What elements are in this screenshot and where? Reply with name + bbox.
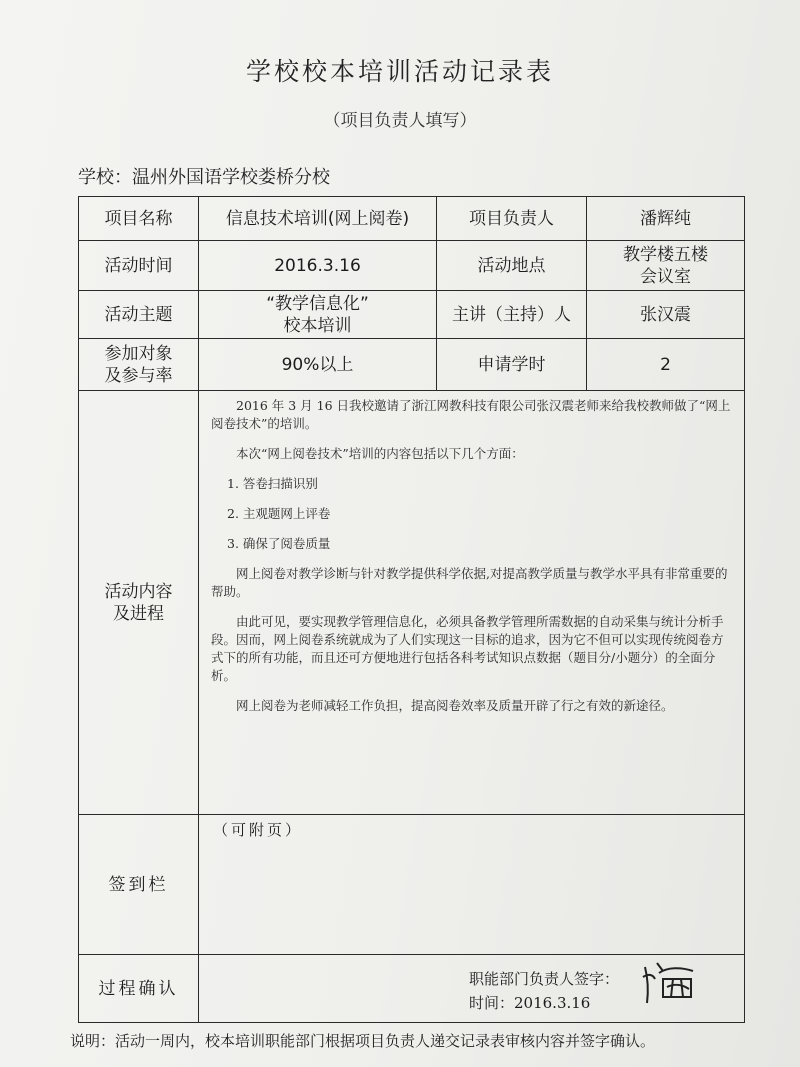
table-row [79, 815, 745, 955]
content-paragraph: 由此可见，要实现教学管理信息化，必须具备教学管理所需数据的自动采集与统计分析手段。因而，网上阅卷系统就成为了人们实现这一目标的追求，因为它不但可以实现传统阅卷方式下的所有功能，而且还可方便地进行包括各科考试知识点数据（题目分/小题分）的全面分析。 [211, 614, 724, 683]
content-label-line-2: 及进程 [113, 603, 164, 624]
table-row [79, 197, 745, 241]
list-item: 2. 主观题网上评卷 [227, 506, 331, 521]
document-title: 学校校本培训活动记录表 [245, 57, 554, 86]
content-paragraph: 本次“网上阅卷技术”培训的内容包括以下几个方面： [236, 446, 524, 461]
table-row [79, 391, 745, 815]
list-item: 1. 答卷扫描识别 [227, 476, 318, 491]
location-line-2: 会议室 [640, 266, 691, 287]
theme-value [199, 291, 437, 339]
signin-note: （可附页） [213, 821, 304, 839]
handwritten-signature [637, 953, 707, 1013]
confirm-label: 过程确认 [79, 955, 199, 1023]
table-row [79, 955, 745, 1023]
table-row [79, 339, 745, 391]
content-label [79, 391, 199, 815]
content-body [199, 391, 745, 815]
confirm-area [199, 955, 745, 1023]
content-paragraph: 网上阅卷为老师减轻工作负担，提高阅卷效率及质量开辟了行之有效的新途径。 [236, 698, 674, 713]
location-line-1: 教学楼五楼 [623, 244, 708, 265]
list-item: 3. 确保了阅卷质量 [227, 536, 331, 551]
leader-label: 项目负责人 [437, 197, 587, 241]
participants-value: 90%以上 [199, 339, 437, 391]
location-label: 活动地点 [437, 241, 587, 291]
signin-area[interactable] [199, 815, 745, 955]
content-paragraph: 网上阅卷对教学诊断与针对教学提供科学依据,对提高教学质量与教学水平具有非常重要的帮助。 [211, 566, 728, 599]
time-label: 活动时间 [79, 241, 199, 291]
participants-label [79, 339, 199, 391]
location-value [587, 241, 745, 291]
theme-label: 活动主题 [79, 291, 199, 339]
project-name-value: 信息技术培训(网上阅卷) [199, 197, 437, 241]
content-label-line-1: 活动内容 [104, 581, 173, 602]
hours-value: 2 [587, 339, 745, 391]
confirm-sign-block [469, 967, 619, 1015]
school-line: 学校：温州外国语学校娄桥分校 [78, 167, 330, 188]
sign-time: 时间：2016.3.16 [469, 994, 591, 1012]
table-row [79, 241, 745, 291]
content-paragraph: 2016 年 3 月 16 日我校邀请了浙江网教科技有限公司张汉震老师来给我校教师做了“网上阅卷技术”的培训。 [211, 398, 731, 431]
speaker-label: 主讲（主持）人 [437, 291, 587, 339]
signin-label: 签到栏 [79, 815, 199, 955]
project-name-label: 项目名称 [79, 197, 199, 241]
theme-line-2: 校本培训 [283, 315, 352, 336]
participants-label-line-1: 参加对象 [104, 343, 173, 364]
leader-value: 潘辉纯 [587, 197, 745, 241]
record-table [78, 196, 745, 1023]
theme-line-1: “教学信息化” [266, 293, 369, 314]
participants-label-line-2: 及参与率 [104, 365, 173, 386]
sign-label: 职能部门负责人签字： [469, 970, 620, 988]
time-value: 2016.3.16 [199, 241, 437, 291]
document-subtitle: （项目负责人填写） [323, 111, 477, 131]
hours-label: 申请学时 [437, 339, 587, 391]
table-row [79, 291, 745, 339]
speaker-value: 张汉震 [587, 291, 745, 339]
footnote: 说明：活动一周内，校本培训职能部门根据项目负责人递交记录表审核内容并签字确认。 [70, 1032, 656, 1050]
